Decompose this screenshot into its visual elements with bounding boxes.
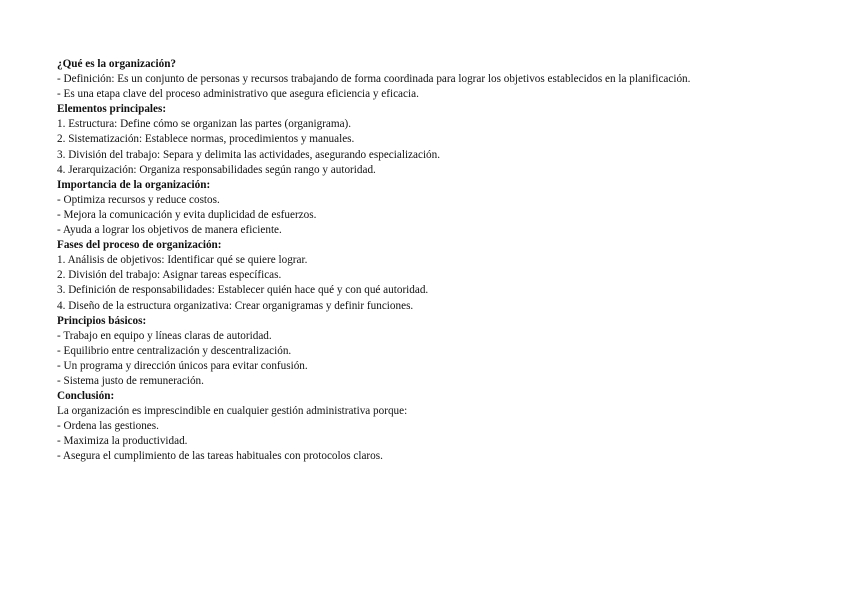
importance-item: - Ayuda a lograr los objetivos de manera eficiente. [57,224,282,237]
importance-item: - Optimiza recursos y reduce costos. [57,193,220,206]
document-title: ¿Qué es la organización? [57,58,177,70]
definition-line: - Definición: Es un conjunto de personas y recursos trabajando de forma coordinada para lograr los objetivos establecidos en la planificación. [57,73,691,86]
elements-item: 2. Sistematización: Establece normas, procedimientos y manuales. [57,133,355,146]
conclusion-intro: La organización es imprescindible en cualquier gestión administrativa porque: [57,405,408,418]
elements-item: 4. Jerarquización: Organiza responsabilidades según rango y autoridad. [57,163,376,176]
elements-heading: Elementos principales: [57,103,167,116]
conclusion-item: - Maximiza la productividad. [57,435,188,448]
principles-heading: Principios básicos: [57,314,147,327]
phases-item: 3. Definición de responsabilidades: Establecer quién hace qué y con qué autoridad. [57,284,429,297]
conclusion-heading: Conclusión: [57,390,115,403]
phases-heading: Fases del proceso de organización: [57,239,222,252]
principles-item: - Equilibrio entre centralización y descentralización. [57,344,292,357]
phases-item: 1. Análisis de objetivos: Identificar qué se quiere lograr. [57,254,308,267]
phases-item: 4. Diseño de la estructura organizativa: Crear organigramas y definir funciones. [57,299,414,312]
principles-item: - Un programa y dirección únicos para evitar confusión. [57,359,308,372]
importance-item: - Mejora la comunicación y evita duplicidad de esfuerzos. [57,208,317,221]
phases-item: 2. División del trabajo: Asignar tareas específicas. [57,269,282,282]
conclusion-item: - Asegura el cumplimiento de las tareas habituales con protocolos claros. [57,450,383,463]
elements-item: 1. Estructura: Define cómo se organizan las partes (organigrama). [57,118,352,131]
conclusion-item: - Ordena las gestiones. [57,420,159,433]
document-page [57,57,817,465]
definition-line: - Es una etapa clave del proceso administrativo que asegura eficiencia y eficacia. [57,88,419,101]
importance-heading: Importancia de la organización: [57,178,211,191]
principles-item: - Trabajo en equipo y líneas claras de autoridad. [57,329,272,342]
principles-item: - Sistema justo de remuneración. [57,374,204,387]
elements-item: 3. División del trabajo: Separa y delimita las actividades, asegurando especialización. [57,148,441,161]
